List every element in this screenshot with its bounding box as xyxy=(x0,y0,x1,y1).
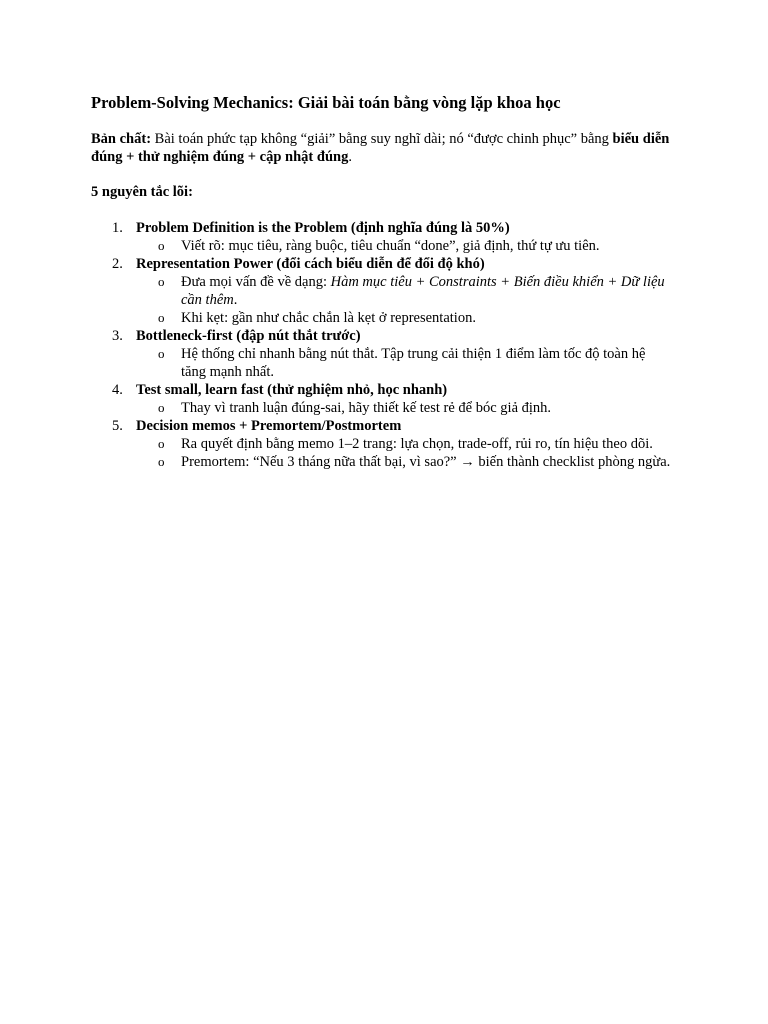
bullet-item xyxy=(136,237,671,255)
principle-number: 4. xyxy=(112,382,123,398)
principle-title: Problem Definition is the Problem (định nghĩa đúng là 50%) xyxy=(136,220,510,236)
bullet-marker: o xyxy=(158,274,165,289)
bullet-item xyxy=(136,345,671,381)
principle-item xyxy=(91,219,691,255)
essence-emphasis: biểu diễn đúng + thử nghiệm đúng + cập nhật đúng xyxy=(91,131,670,165)
bullet-italic-text: Hàm mục tiêu + Constraints + Biến điều khiển + Dữ liệu cần thêm xyxy=(181,274,665,308)
principle-number: 1. xyxy=(112,220,123,236)
bullet-text: Đưa mọi vấn đề về dạng: xyxy=(181,274,331,290)
principle-number: 5. xyxy=(112,418,123,434)
principle-title: Decision memos + Premortem/Postmortem xyxy=(136,418,402,434)
principle-title: Bottleneck-first (đập nút thắt trước) xyxy=(136,328,361,344)
bullet-marker: o xyxy=(158,436,165,451)
bullet-item xyxy=(136,309,671,327)
bullet-marker: o xyxy=(158,310,165,325)
bullet-list xyxy=(136,237,691,255)
section-heading: 5 nguyên tắc lõi: xyxy=(91,184,193,200)
bullet-text: Ra quyết định bằng memo 1–2 trang: lựa chọn, trade-off, rủi ro, tín hiệu theo dõi. xyxy=(181,436,653,452)
bullet-text: Thay vì tranh luận đúng-sai, hãy thiết kế test rẻ để bóc giả định. xyxy=(181,400,552,416)
principle-item xyxy=(91,327,691,381)
bullet-item xyxy=(136,399,671,417)
bullet-marker: o xyxy=(158,454,165,469)
bullet-list xyxy=(136,399,691,417)
principle-number: 3. xyxy=(112,328,123,344)
bullet-marker: o xyxy=(158,400,165,415)
document-title: Problem-Solving Mechanics: Giải bài toán bằng vòng lặp khoa học xyxy=(91,93,561,112)
essence-text: Bài toán phức tạp không “giải” bằng suy nghĩ dài; nó “được chinh phục” bằng xyxy=(151,131,613,147)
bullet-list xyxy=(136,345,691,381)
bullet-list xyxy=(136,435,691,471)
bullet-text: Viết rõ: mục tiêu, ràng buộc, tiêu chuẩn “done”, giả định, thứ tự ưu tiên. xyxy=(181,238,600,254)
bullet-end: . xyxy=(233,292,238,308)
bullet-item xyxy=(136,435,671,453)
principle-title: Representation Power (đổi cách biểu diễn để đổi độ khó) xyxy=(136,256,485,272)
principle-number: 2. xyxy=(112,256,123,272)
bullet-item xyxy=(136,453,671,471)
bullet-text: Khi kẹt: gần như chắc chắn là kẹt ở representation. xyxy=(181,310,476,326)
principles-list xyxy=(91,219,691,471)
bullet-item xyxy=(136,273,671,309)
document-page xyxy=(91,92,691,471)
bullet-marker: o xyxy=(158,346,165,361)
bullet-marker: o xyxy=(158,238,165,253)
essence-paragraph xyxy=(91,130,691,166)
essence-label: Bản chất: xyxy=(91,131,152,147)
bullet-text: Hệ thống chỉ nhanh bằng nút thắt. Tập trung cải thiện 1 điểm làm tốc độ toàn hệ tăng mạnh nhất. xyxy=(181,346,646,380)
bullet-text: Premortem: “Nếu 3 tháng nữa thất bại, vì sao?” → biến thành checklist phòng ngừa. xyxy=(181,454,671,470)
principle-item xyxy=(91,255,691,327)
principle-title: Test small, learn fast (thử nghiệm nhỏ, học nhanh) xyxy=(136,382,448,398)
principle-item xyxy=(91,417,691,471)
bullet-list xyxy=(136,273,691,327)
essence-end: . xyxy=(348,149,352,165)
principle-item xyxy=(91,381,691,417)
